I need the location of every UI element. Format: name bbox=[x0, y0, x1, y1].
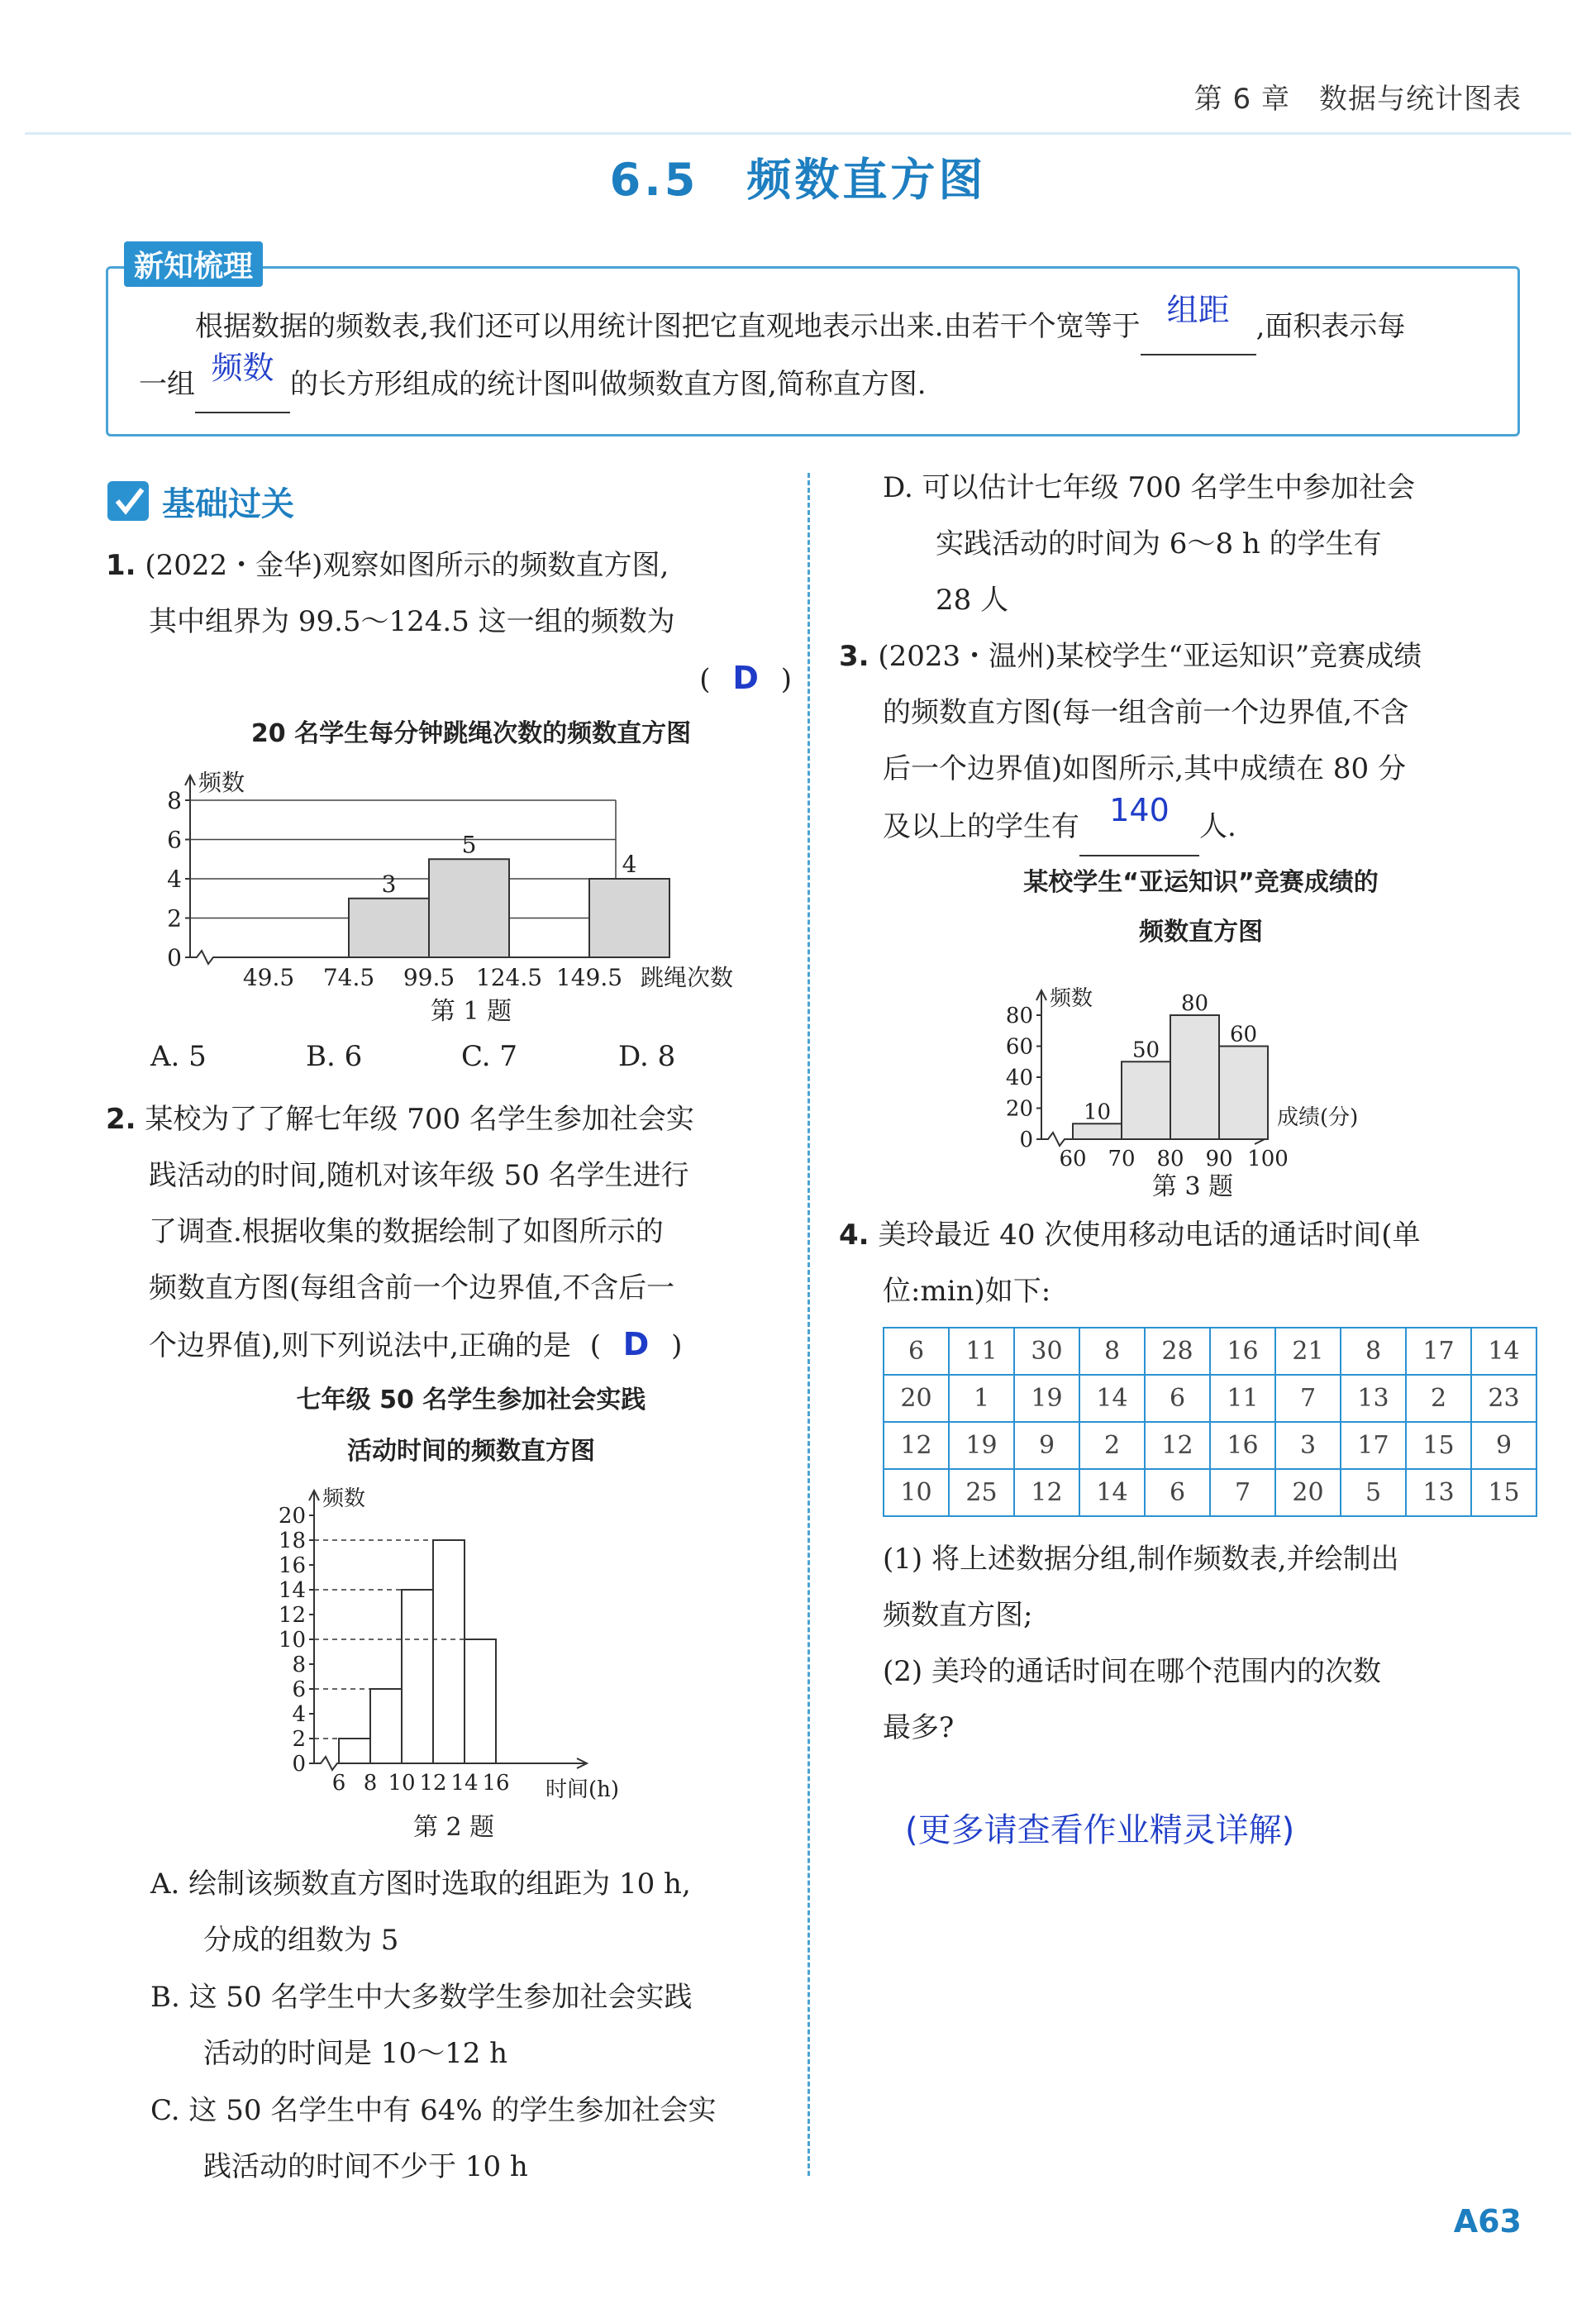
table-cell: 9 bbox=[1014, 1422, 1079, 1469]
blank-frequency bbox=[195, 350, 290, 413]
chart3-title-line1: 某校学生“亚运知识”竞赛成绩的 bbox=[1023, 868, 1379, 897]
y-tick-label: 60 bbox=[1005, 1034, 1033, 1060]
q2-option-c-line2: 践活动的时间不少于 10 h bbox=[203, 2150, 528, 2183]
question-4 bbox=[839, 1207, 1525, 1319]
q2-option-c-line1: C. 这 50 名学生中有 64% 的学生参加社会实 bbox=[150, 2094, 717, 2127]
q3-line2: 的频数直方图(每一组含前一个边界值,不含 bbox=[883, 696, 1409, 729]
q2-line1: 某校为了了解七年级 700 名学生参加社会实 bbox=[145, 1103, 694, 1136]
histogram-bar bbox=[1219, 1047, 1268, 1140]
chart1-title: 20 名学生每分钟跳绳次数的频数直方图 bbox=[250, 719, 692, 748]
x-tick-label: 149.5 bbox=[555, 964, 623, 991]
table-cell: 30 bbox=[1014, 1328, 1079, 1375]
knowledge-text-b: ,面积表示每 bbox=[1255, 310, 1406, 343]
x-axis-label: 成绩(分) bbox=[1277, 1105, 1359, 1130]
q3-line3: 后一个边界值)如图所示,其中成绩在 80 分 bbox=[883, 752, 1406, 785]
x-tick-label: 14 bbox=[450, 1771, 479, 1796]
table-cell: 2 bbox=[1406, 1375, 1471, 1422]
histogram-bar bbox=[589, 879, 669, 957]
data-label: 60 bbox=[1229, 1022, 1258, 1047]
y-tick-label: 20 bbox=[278, 1504, 306, 1529]
x-axis-label: 跳绳次数 bbox=[641, 964, 734, 991]
x-tick-label: 49.5 bbox=[242, 964, 295, 991]
table-cell: 8 bbox=[1079, 1328, 1145, 1375]
checkbox-icon bbox=[106, 478, 155, 524]
table-cell: 15 bbox=[1471, 1469, 1536, 1516]
y-tick-label: 0 bbox=[167, 943, 182, 971]
chart2-histogram bbox=[248, 1470, 678, 1809]
knowledge-text-d: 的长方形组成的统计图叫做频数直方图,简称直方图. bbox=[290, 368, 927, 401]
table-cell: 19 bbox=[1014, 1375, 1079, 1422]
y-tick-label: 20 bbox=[1005, 1096, 1033, 1122]
y-tick-label: 40 bbox=[1005, 1066, 1033, 1091]
y-tick-label: 2 bbox=[167, 904, 182, 933]
table-cell: 5 bbox=[1341, 1469, 1406, 1516]
y-tick-label: 10 bbox=[278, 1628, 306, 1653]
table-cell: 6 bbox=[884, 1328, 949, 1375]
table-cell: 8 bbox=[1341, 1328, 1406, 1375]
table-cell: 17 bbox=[1406, 1328, 1471, 1375]
q1-line1: (2022・金华)观察如图所示的频数直方图, bbox=[145, 549, 669, 582]
table-cell: 16 bbox=[1210, 1328, 1275, 1375]
q3-caption: 第 3 题 bbox=[1151, 1172, 1234, 1201]
q4-number: 4. bbox=[839, 1219, 869, 1252]
q4-sub2-line2: 最多? bbox=[883, 1711, 955, 1744]
histogram-bar bbox=[1122, 1061, 1170, 1139]
table-cell: 7 bbox=[1275, 1375, 1341, 1422]
y-tick-label: 8 bbox=[292, 1653, 306, 1678]
q1-option-d: D. 8 bbox=[618, 1040, 676, 1073]
x-tick-label: 80 bbox=[1156, 1147, 1184, 1171]
histogram-bar bbox=[1073, 1123, 1122, 1139]
table-cell: 10 bbox=[884, 1469, 949, 1516]
histogram-bar bbox=[433, 1540, 465, 1763]
q3-line1: (2023・温州)某校学生“亚运知识”竞赛成绩 bbox=[878, 640, 1422, 673]
q2-option-b-line1: B. 这 50 名学生中大多数学生参加社会实践 bbox=[150, 1981, 693, 2014]
table-cell: 25 bbox=[949, 1469, 1014, 1516]
data-label: 10 bbox=[1083, 1100, 1112, 1125]
q2-answer: D bbox=[622, 1326, 650, 1362]
x-tick-label: 6 bbox=[331, 1771, 346, 1796]
q2-option-b bbox=[150, 1969, 692, 2082]
table-cell: 12 bbox=[1014, 1469, 1079, 1516]
q2-paren-r: ) bbox=[671, 1329, 683, 1362]
blank-answer-1: 组距 bbox=[1166, 292, 1230, 328]
table-cell: 13 bbox=[1341, 1375, 1406, 1422]
table-cell: 6 bbox=[1145, 1469, 1210, 1516]
table-cell: 9 bbox=[1471, 1422, 1536, 1469]
q4-sub2-line1: (2) 美玲的通话时间在哪个范围内的次数 bbox=[883, 1655, 1381, 1688]
section-label: 基础过关 bbox=[162, 485, 294, 523]
table-cell: 14 bbox=[1471, 1328, 1536, 1375]
table-cell: 7 bbox=[1210, 1469, 1275, 1516]
q2-option-a-line2: 分成的组数为 5 bbox=[203, 1924, 399, 1957]
q1-answer-row bbox=[106, 650, 792, 708]
q1-paren-l: ( bbox=[699, 663, 711, 696]
x-tick-label: 8 bbox=[363, 1771, 378, 1796]
table-cell: 19 bbox=[949, 1422, 1014, 1469]
x-tick-label: 16 bbox=[482, 1771, 510, 1796]
blank-group-width bbox=[1141, 292, 1256, 355]
table-cell: 11 bbox=[1210, 1375, 1275, 1422]
q2-option-a-line1: A. 绘制该频数直方图时选取的组距为 10 h, bbox=[150, 1868, 691, 1901]
histogram-bar bbox=[429, 859, 509, 957]
q1-option-a: A. 5 bbox=[150, 1040, 207, 1073]
table-cell: 13 bbox=[1406, 1469, 1471, 1516]
x-tick-label: 124.5 bbox=[475, 964, 543, 991]
question-1 bbox=[106, 537, 792, 708]
y-tick-label: 4 bbox=[167, 865, 182, 893]
q1-answer: D bbox=[732, 660, 759, 696]
blank-answer-2: 频数 bbox=[211, 350, 274, 386]
table-cell: 3 bbox=[1275, 1422, 1341, 1469]
x-tick-label: 74.5 bbox=[322, 964, 375, 991]
table-cell: 20 bbox=[884, 1375, 949, 1422]
table-cell: 15 bbox=[1406, 1422, 1471, 1469]
y-tick-label: 2 bbox=[292, 1727, 306, 1753]
table-cell: 21 bbox=[1275, 1328, 1341, 1375]
histogram-bar bbox=[339, 1739, 370, 1763]
page-number: A63 bbox=[1453, 2203, 1522, 2240]
q1-paren-r: ) bbox=[780, 663, 792, 696]
x-axis-label: 时间(h) bbox=[545, 1777, 620, 1802]
q4-sub1-line1: (1) 将上述数据分组,制作频数表,并绘制出 bbox=[883, 1543, 1399, 1576]
y-tick-label: 6 bbox=[292, 1677, 306, 1703]
y-tick-label: 8 bbox=[167, 786, 182, 814]
question-3 bbox=[839, 628, 1525, 856]
data-label: 80 bbox=[1180, 991, 1209, 1016]
q2-option-d-line2: 实践活动的时间为 6～8 h 的学生有 bbox=[936, 527, 1382, 560]
y-axis-label: 频数 bbox=[198, 769, 245, 796]
histogram-bar bbox=[1170, 1015, 1219, 1139]
q2-line5: 个边界值),则下列说法中,正确的是 bbox=[149, 1329, 571, 1362]
q3-answer: 140 bbox=[1109, 792, 1170, 828]
histogram-bar bbox=[349, 899, 429, 957]
q3-line4a: 及以上的学生有 bbox=[883, 810, 1079, 843]
more-details-link[interactable]: (更多请查看作业精灵详解) bbox=[905, 1811, 1295, 1849]
x-tick-label: 60 bbox=[1059, 1147, 1087, 1171]
histogram-bar bbox=[465, 1639, 496, 1763]
table-cell: 12 bbox=[884, 1422, 949, 1469]
chart3-title-line2: 频数直方图 bbox=[1139, 918, 1263, 947]
data-label: 3 bbox=[381, 870, 397, 898]
y-axis-label: 频数 bbox=[322, 1486, 366, 1511]
table-row bbox=[884, 1328, 1536, 1375]
column-divider bbox=[808, 473, 810, 2176]
y-tick-label: 16 bbox=[278, 1553, 306, 1579]
table-cell: 2 bbox=[1079, 1422, 1145, 1469]
q2-line3: 了调查.根据收集的数据绘制了如图所示的 bbox=[149, 1215, 664, 1248]
q2-line2: 践活动的时间,随机对该年级 50 名学生进行 bbox=[149, 1159, 689, 1192]
table-cell: 14 bbox=[1079, 1469, 1145, 1516]
table-cell: 6 bbox=[1145, 1375, 1210, 1422]
x-tick-label: 100 bbox=[1247, 1147, 1289, 1171]
knowledge-tag: 新知梳理 bbox=[124, 241, 263, 287]
y-tick-label: 12 bbox=[278, 1603, 306, 1629]
header-divider bbox=[25, 132, 1571, 135]
q2-caption: 第 2 题 bbox=[413, 1813, 495, 1842]
question-2 bbox=[106, 1091, 792, 1374]
table-cell: 28 bbox=[1145, 1328, 1210, 1375]
knowledge-text-c: 一组 bbox=[139, 368, 195, 401]
y-tick-label: 0 bbox=[292, 1752, 306, 1777]
histogram-bar bbox=[370, 1689, 402, 1763]
q3-number: 3. bbox=[839, 640, 869, 673]
y-tick-label: 0 bbox=[1019, 1128, 1033, 1153]
histogram-bar bbox=[402, 1590, 433, 1763]
x-tick-label: 99.5 bbox=[403, 964, 455, 991]
table-cell: 14 bbox=[1079, 1375, 1145, 1422]
table-row bbox=[884, 1422, 1536, 1469]
q4-subquestions bbox=[883, 1531, 1536, 1756]
y-tick-label: 80 bbox=[1005, 1004, 1033, 1029]
q3-line4b: 人. bbox=[1199, 810, 1236, 843]
chart2-title-line1: 七年级 50 名学生参加社会实践 bbox=[296, 1386, 646, 1414]
table-row bbox=[884, 1469, 1536, 1516]
q2-number: 2. bbox=[106, 1103, 136, 1136]
x-tick-label: 10 bbox=[388, 1771, 416, 1796]
q2-option-d-line1: D. 可以估计七年级 700 名学生中参加社会 bbox=[883, 471, 1416, 504]
data-label: 5 bbox=[461, 831, 477, 859]
q1-caption: 第 1 题 bbox=[430, 997, 512, 1026]
table-cell: 12 bbox=[1145, 1422, 1210, 1469]
q4-line2: 位:min)如下: bbox=[883, 1275, 1051, 1308]
table-cell: 11 bbox=[949, 1328, 1014, 1375]
table-cell: 20 bbox=[1275, 1469, 1341, 1516]
y-tick-label: 4 bbox=[292, 1702, 306, 1728]
q1-line2: 其中组界为 99.5～124.5 这一组的频数为 bbox=[149, 605, 675, 638]
y-tick-label: 18 bbox=[278, 1529, 306, 1554]
x-tick-label: 12 bbox=[419, 1771, 447, 1796]
q2-line4: 频数直方图(每组含前一个边界值,不含后一 bbox=[149, 1271, 675, 1305]
y-tick-label: 14 bbox=[278, 1578, 306, 1604]
q2-paren-l: ( bbox=[589, 1329, 601, 1362]
data-label: 4 bbox=[622, 851, 637, 878]
q1-option-c: C. 7 bbox=[461, 1040, 518, 1073]
q4-sub1-line2: 频数直方图; bbox=[883, 1599, 1033, 1632]
q3-blank bbox=[1079, 792, 1199, 856]
table-cell: 16 bbox=[1210, 1422, 1275, 1469]
table-cell: 23 bbox=[1471, 1375, 1536, 1422]
table-cell: 1 bbox=[949, 1375, 1014, 1422]
y-axis-label: 频数 bbox=[1050, 986, 1093, 1011]
chart2-title-line2: 活动时间的频数直方图 bbox=[347, 1437, 595, 1466]
q4-data-table bbox=[883, 1327, 1537, 1517]
q4-line1: 美玲最近 40 次使用移动电话的通话时间(单 bbox=[878, 1219, 1421, 1252]
q2-option-c bbox=[150, 2082, 716, 2195]
table-cell: 17 bbox=[1341, 1422, 1406, 1469]
q2-option-d-line3: 28 人 bbox=[936, 584, 1009, 617]
q2-option-b-line2: 活动的时间是 10～12 h bbox=[203, 2037, 508, 2070]
x-tick-label: 90 bbox=[1205, 1147, 1233, 1171]
q2-option-d bbox=[883, 460, 1415, 628]
table-row bbox=[884, 1375, 1536, 1422]
chart1-histogram bbox=[149, 752, 793, 992]
data-label: 50 bbox=[1131, 1038, 1160, 1063]
x-tick-label: 70 bbox=[1108, 1147, 1136, 1171]
q1-option-b: B. 6 bbox=[306, 1040, 363, 1073]
knowledge-text-a: 根据数据的频数表,我们还可以用统计图把它直观地表示出来.由若干个宽等于 bbox=[195, 310, 1141, 343]
chart3-histogram bbox=[959, 949, 1455, 1172]
chapter-header: 第 6 章 数据与统计图表 bbox=[1193, 83, 1522, 116]
knowledge-text bbox=[139, 292, 1494, 413]
page-title: 6.5 频数直方图 bbox=[609, 154, 987, 206]
q1-number: 1. bbox=[106, 549, 136, 582]
q2-option-a bbox=[150, 1856, 691, 1968]
y-tick-label: 6 bbox=[167, 826, 182, 854]
